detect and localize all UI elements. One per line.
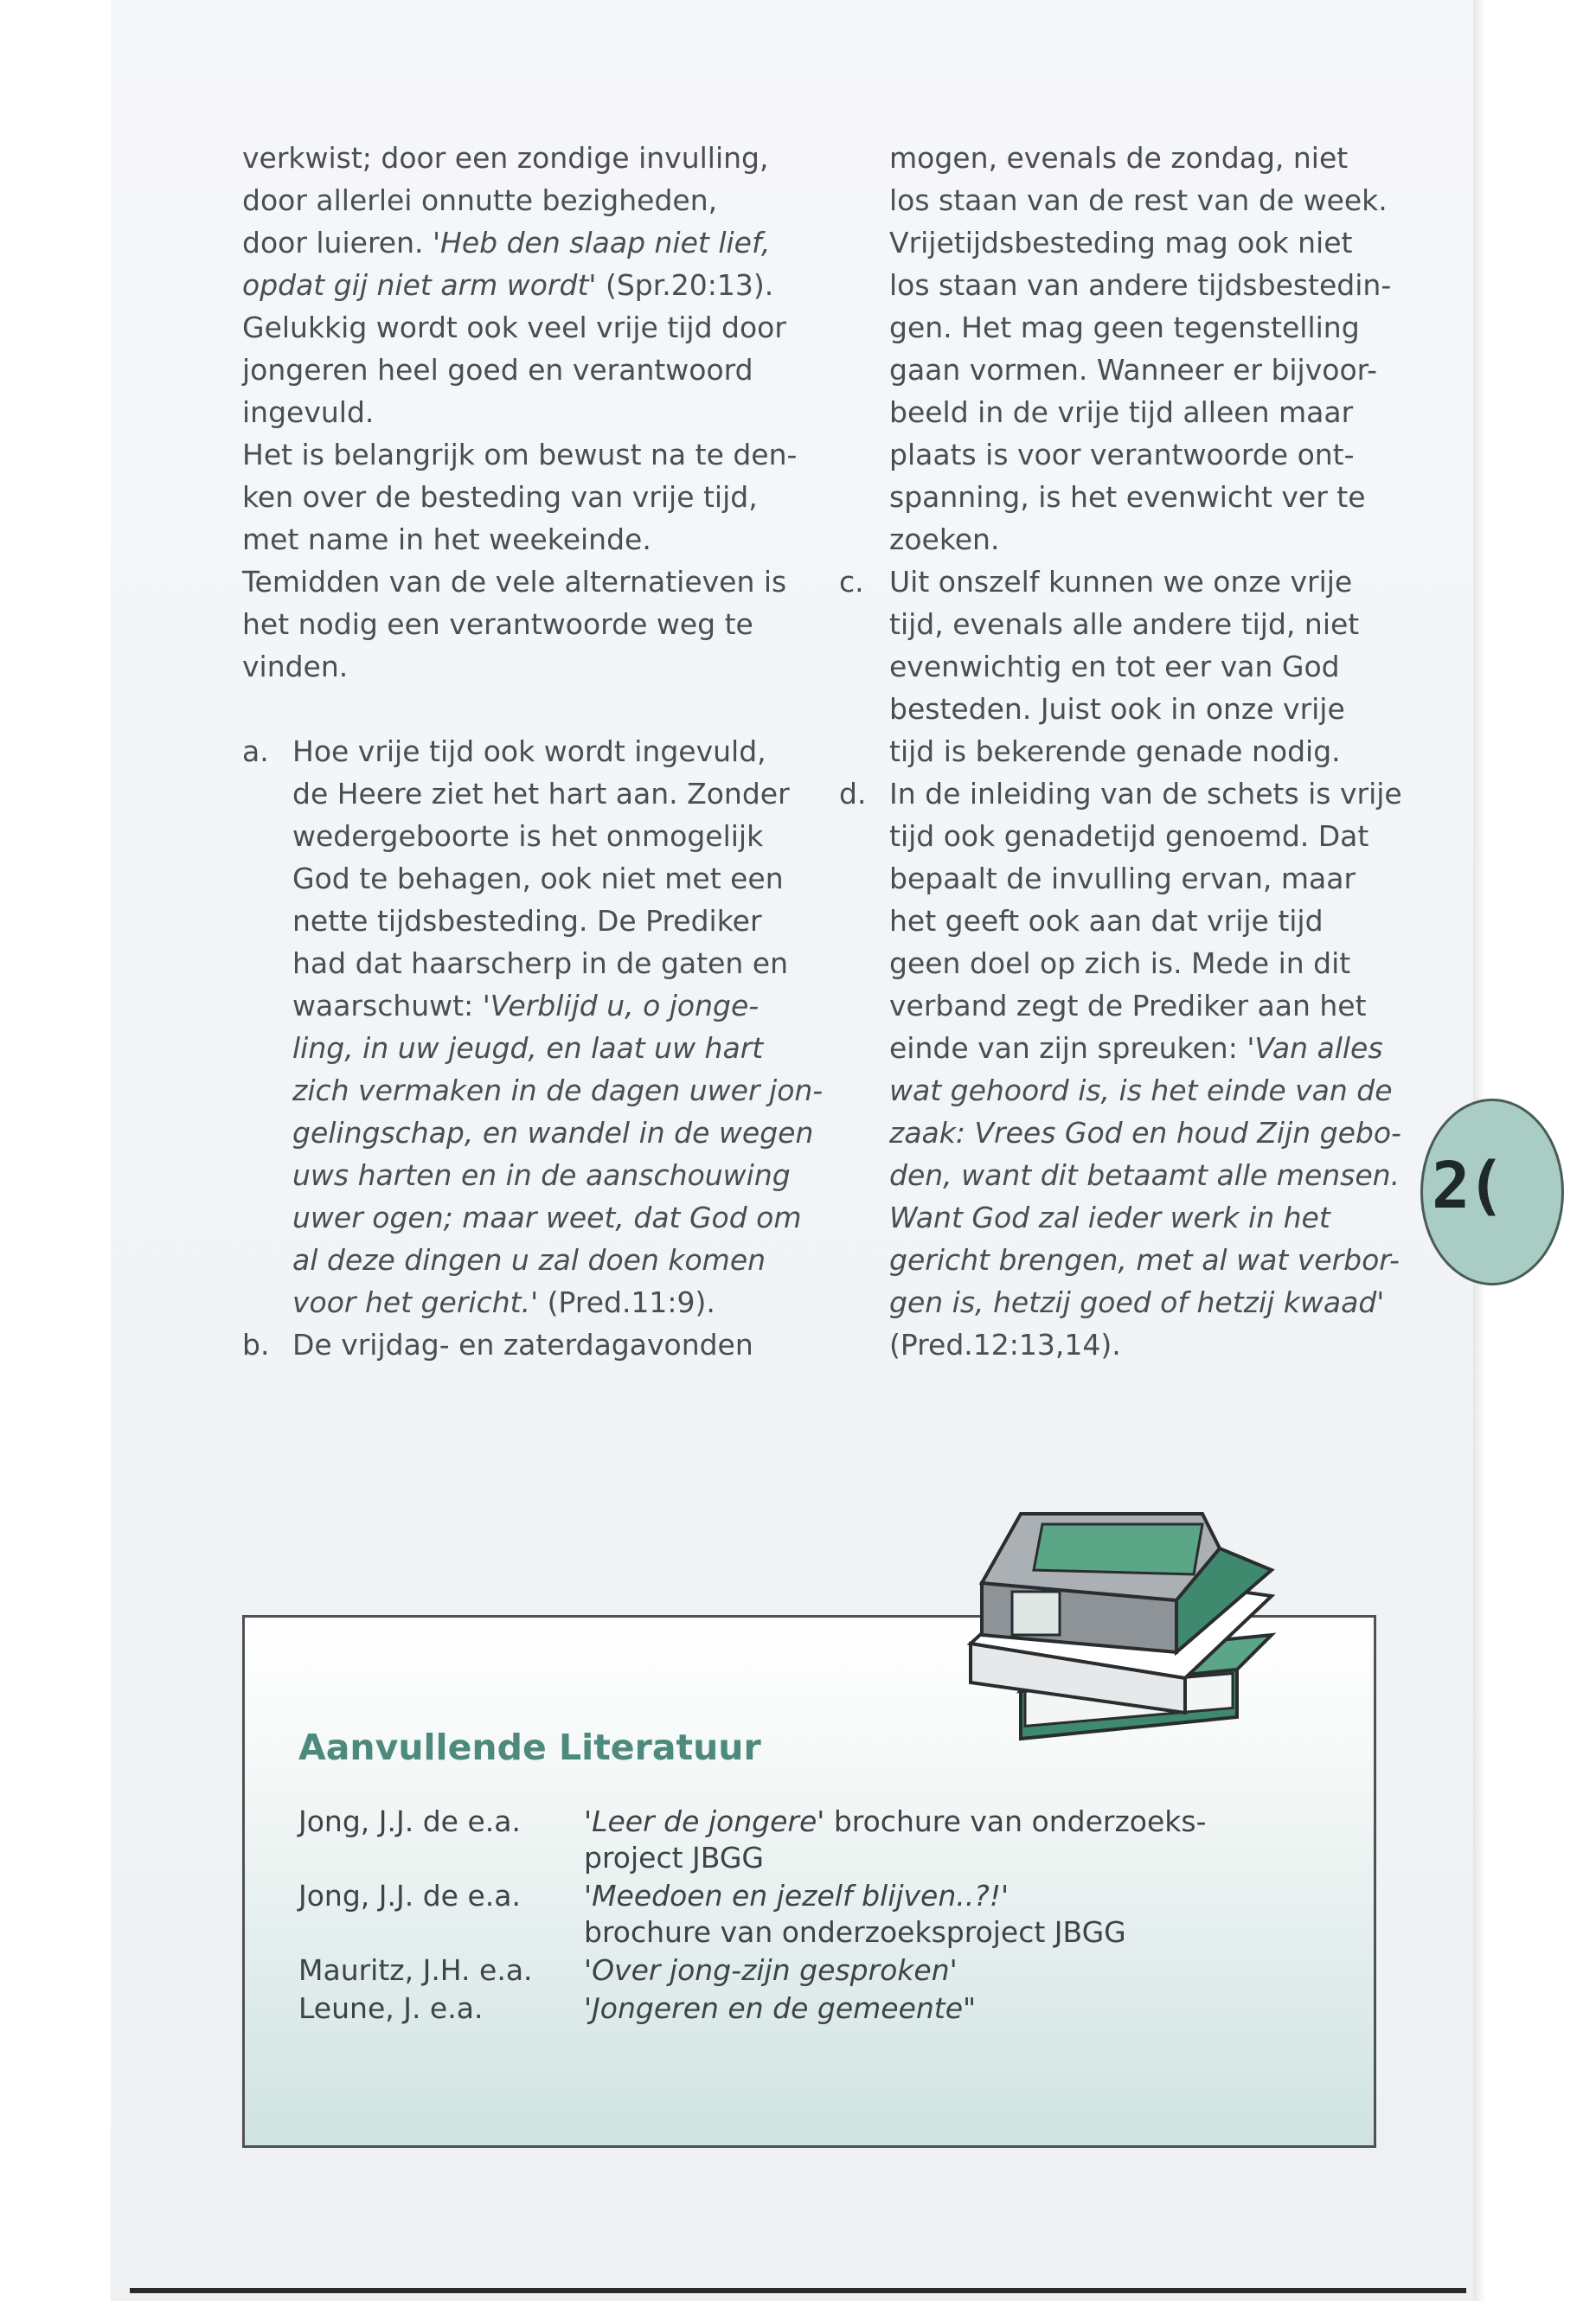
list-item-b-continued <box>839 137 1392 561</box>
literature-author: Mauritz, J.H. e.a. <box>298 1953 533 1987</box>
quote-text: 'Van alles <box>1247 1031 1383 1065</box>
text-line: had dat haarscherp in de gaten en <box>292 946 789 980</box>
text-line: Vrijetijdsbesteding mag ook niet <box>889 226 1353 260</box>
text-line: jongeren heel goed en verantwoord <box>242 353 753 387</box>
text-line: met name in het weekeinde. <box>242 522 651 556</box>
quote-line: uws harten en in de aanschouwing <box>292 1158 791 1192</box>
text-line: verband zegt de Prediker aan het <box>889 989 1367 1022</box>
text-line: het nodig een verantwoorde weg te <box>242 607 753 641</box>
text-line: door allerlei onnutte bezigheden, <box>242 183 718 217</box>
quote-line: al deze dingen u zal doen komen <box>292 1243 766 1277</box>
text-line: Hoe vrije tijd ook wordt ingevuld, <box>292 734 766 768</box>
left-column <box>242 137 824 1366</box>
text-line: tijd is bekerende genade nodig. <box>889 734 1341 768</box>
quote-line: gericht brengen, met al wat verbor- <box>889 1243 1400 1277</box>
list-marker: c. <box>839 565 864 599</box>
text-line: geen doel op zich is. Mede in dit <box>889 946 1351 980</box>
literature-author: Leune, J. e.a. <box>298 1991 484 2025</box>
text-line: waarschuwt: 'Verblijd u, o jonge- <box>292 989 760 1022</box>
quote-line: Want God zal ieder werk in het <box>889 1201 1330 1234</box>
text-line: de Heere ziet het hart aan. Zonder <box>292 777 790 811</box>
text-line: God te behagen, ook niet met een <box>292 862 784 895</box>
text-line: Gelukkig wordt ook veel vrije tijd door <box>242 311 786 344</box>
text-line: mogen, evenals de zondag, niet <box>889 141 1349 175</box>
quote-line: zich vermaken in de dagen uwer jon- <box>292 1074 824 1107</box>
books-illustration-icon <box>960 1505 1289 1756</box>
text-line: In de inleiding van de schets is vrije <box>889 777 1402 811</box>
quote-text: 'Verblijd u, o jonge- <box>482 989 760 1022</box>
quote-line: wat gehoord is, is het einde van de <box>889 1074 1393 1107</box>
text-line: ingevuld. <box>242 395 375 429</box>
text-line: De vrijdag- en zaterdagavonden <box>292 1328 753 1362</box>
quote-line: den, want dit betaamt alle mensen. <box>889 1158 1401 1192</box>
text-line: los staan van andere tijdsbestedin- <box>889 268 1392 302</box>
quote-line: ling, in uw jeugd, en laat uw hart <box>292 1031 764 1065</box>
literature-title-text: 'Jongeren en de gemeente" <box>584 1991 977 2025</box>
page-bottom-edge <box>130 2288 1466 2293</box>
text-line: verkwist; door een zondige invulling, <box>242 141 769 175</box>
list-item-d <box>839 772 1402 1366</box>
text-line: beeld in de vrije tijd alleen maar <box>889 395 1354 429</box>
text-line: Uit onszelf kunnen we onze vrije <box>889 565 1353 599</box>
text-line: besteden. Juist ook in onze vrije <box>889 692 1345 726</box>
quote-line: gelingschap, en wandel in de wegen <box>292 1116 814 1150</box>
text-line: Het is belangrijk om bewust na te den- <box>242 438 798 471</box>
text-line: ken over de besteding van vrije tijd, <box>242 480 758 514</box>
literature-author: Jong, J.J. de e.a. <box>298 1804 521 1838</box>
page-number: 2( <box>1432 1149 1503 1223</box>
text-line: door luieren. 'Heb den slaap niet lief, <box>242 226 771 260</box>
quote-line: zaak: Vrees God en houd Zijn gebo- <box>889 1116 1401 1150</box>
text-line: (Pred.12:13,14). <box>889 1328 1121 1362</box>
quote-text: 'Heb den slaap niet lief, <box>432 226 771 260</box>
text-line: einde van zijn spreuken: 'Van alles <box>889 1031 1383 1065</box>
text-line: gen. Het mag geen tegenstelling <box>889 311 1360 344</box>
list-item-a <box>242 730 824 1324</box>
text-line: wedergeboorte is het onmogelijk <box>292 819 764 853</box>
text-line: gaan vormen. Wanneer er bijvoor- <box>889 353 1377 387</box>
list-marker: b. <box>242 1328 270 1362</box>
text-line: het geeft ook aan dat vrije tijd <box>889 904 1324 938</box>
text-line: tijd ook genadetijd genoemd. Dat <box>889 819 1369 853</box>
literature-title: Aanvullende Literatuur <box>298 1727 761 1768</box>
text-line: tijd, evenals alle andere tijd, niet <box>889 607 1360 641</box>
list-marker: d. <box>839 777 867 811</box>
quote-line: gen is, hetzij goed of hetzij kwaad' <box>889 1285 1385 1319</box>
list-marker: a. <box>242 734 269 768</box>
list-item-b <box>242 1324 779 1366</box>
text-line: spanning, is het evenwicht ver te <box>889 480 1366 514</box>
quote-line: voor het gericht.' (Pred.11:9). <box>292 1285 715 1319</box>
text-line: los staan van de rest van de week. <box>889 183 1388 217</box>
list-item-c <box>839 561 1375 772</box>
text-line: bepaalt de invulling ervan, maar <box>889 862 1356 895</box>
text-line: plaats is voor verantwoorde ont- <box>889 438 1355 471</box>
text-line: vinden. <box>242 650 349 683</box>
right-column <box>839 137 1402 1366</box>
literature-author: Jong, J.J. de e.a. <box>298 1879 521 1913</box>
text-line: nette tijdsbesteding. De Prediker <box>292 904 762 938</box>
text-line: evenwichtig en tot eer van God <box>889 650 1340 683</box>
text-line: Temidden van de vele alternatieven is <box>242 565 787 599</box>
quote-text: opdat gij niet arm wordt' <box>242 268 597 302</box>
literature-title-text: 'Meedoen en jezelf blijven..?!' <box>584 1879 1010 1913</box>
literature-title-text: 'Leer de jongere' <box>584 1804 825 1838</box>
text-line: zoeken. <box>889 522 1000 556</box>
literature-title-text: 'Over jong-zijn gesproken' <box>584 1953 958 1987</box>
quote-line: uwer ogen; maar weet, dat God om <box>292 1201 802 1234</box>
text-line: opdat gij niet arm wordt' (Spr.20:13). <box>242 268 774 302</box>
